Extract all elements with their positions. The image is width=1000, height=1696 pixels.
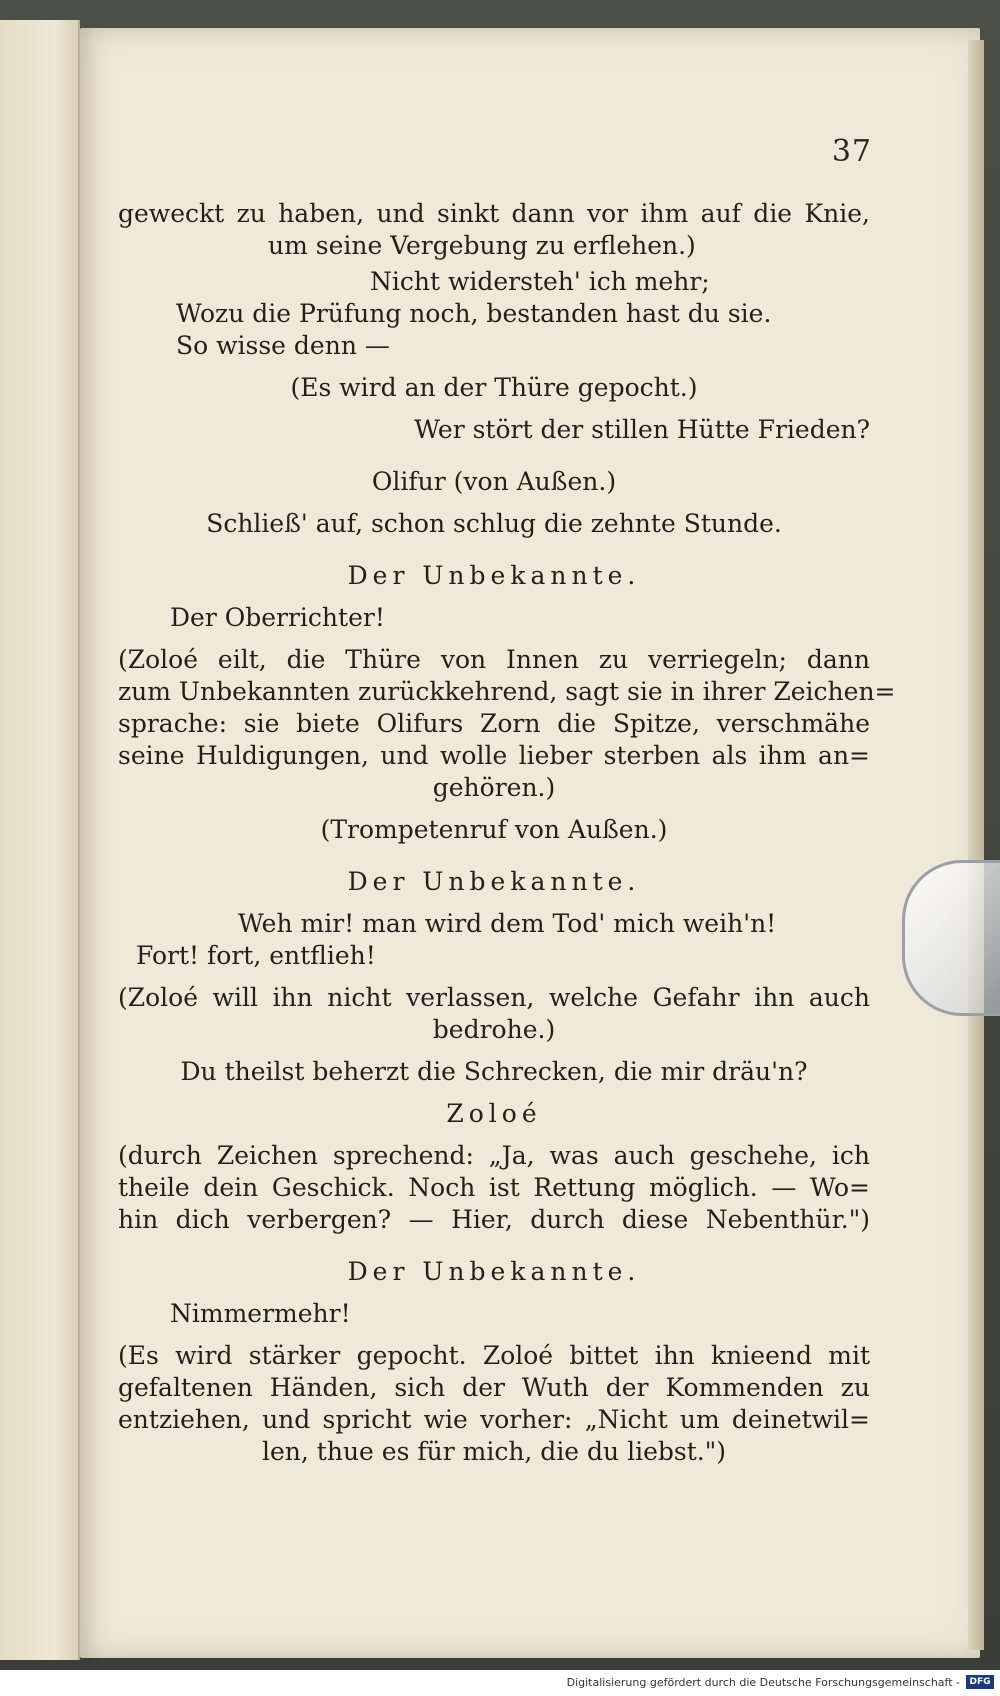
- stage-direction: bedrohe.): [432, 1015, 556, 1044]
- stage-direction: (Zoloé will ihn nicht verlassen, welche Gefahr ihn auch: [118, 983, 870, 1012]
- stage-direction: (Trompetenruf von Außen.): [320, 815, 668, 844]
- verse-line: Schließ' auf, schon schlug die zehnte Stunde.: [206, 509, 782, 538]
- speaker-name: Der Unbekannte.: [347, 867, 641, 896]
- verse-line: Wozu die Prüfung noch, bestanden hast du sie.: [176, 299, 772, 328]
- stage-direction: (Zoloé eilt, die Thüre von Innen zu verriegeln; dann: [118, 645, 870, 674]
- page-clip: [902, 860, 1000, 1016]
- stage-direction: theile dein Geschick. Noch ist Rettung möglich. — Wo=: [118, 1173, 870, 1202]
- stage-direction: gehören.): [432, 773, 556, 802]
- footer-credit: Digitalisierung gefördert durch die Deutsche Forschungsgemeinschaft -: [566, 1676, 960, 1689]
- verse-line: Wer stört der stillen Hütte Frieden?: [414, 415, 870, 444]
- stage-direction: seine Huldigungen, und wolle lieber sterben als ihm an=: [118, 741, 870, 770]
- stage-direction: len, thue es für mich, die du liebst."): [262, 1437, 726, 1466]
- speaker-name: Der Unbekannte.: [347, 1257, 641, 1286]
- verse-line: Du theilst beherzt die Schrecken, die mir dräu'n?: [180, 1057, 808, 1086]
- verse-line: Der Oberrichter!: [170, 603, 385, 632]
- stage-direction: (durch Zeichen sprechend: „Ja, was auch geschehe, ich: [118, 1141, 870, 1170]
- stage-direction: gefaltenen Händen, sich der Wuth der Kommenden zu: [118, 1373, 870, 1402]
- text-line: um seine Vergebung zu erflehen.): [268, 231, 696, 260]
- previous-page-edge: [0, 20, 80, 1660]
- verse-line: Nimmermehr!: [170, 1299, 351, 1328]
- stage-direction: entziehen, und spricht wie vorher: „Nicht um deinetwil=: [118, 1405, 870, 1434]
- text-line: geweckt zu haben, und sinkt dann vor ihm auf die Knie,: [118, 199, 870, 228]
- page-number: 37: [831, 134, 872, 169]
- verse-line: Fort! fort, entflieh!: [136, 941, 376, 970]
- stage-direction: (Es wird an der Thüre gepocht.): [290, 373, 698, 402]
- stage-direction: sprache: sie biete Olifurs Zorn die Spitze, verschmähe: [118, 709, 870, 738]
- page-text: [118, 198, 896, 1468]
- speaker-name: Zoloé: [446, 1099, 542, 1128]
- page-stack-edge: [968, 40, 984, 1650]
- dfg-logo: DFG: [966, 1675, 994, 1689]
- stage-direction: (Es wird stärker gepocht. Zoloé bittet ihn knieend mit: [118, 1341, 870, 1370]
- stage-direction: hin dich verbergen? — Hier, durch diese Nebenthür."): [118, 1205, 870, 1234]
- stage-direction: zum Unbekannten zurückkehrend, sagt sie in ihrer Zeichen=: [118, 677, 896, 706]
- verse-line: Weh mir! man wird dem Tod' mich weih'n!: [238, 909, 777, 938]
- verse-line: Nicht widersteh' ich mehr;: [370, 267, 710, 296]
- verse-line: So wisse denn —: [176, 331, 390, 360]
- speaker-line: Olifur (von Außen.): [371, 467, 617, 496]
- speaker-name: Der Unbekannte.: [347, 561, 641, 590]
